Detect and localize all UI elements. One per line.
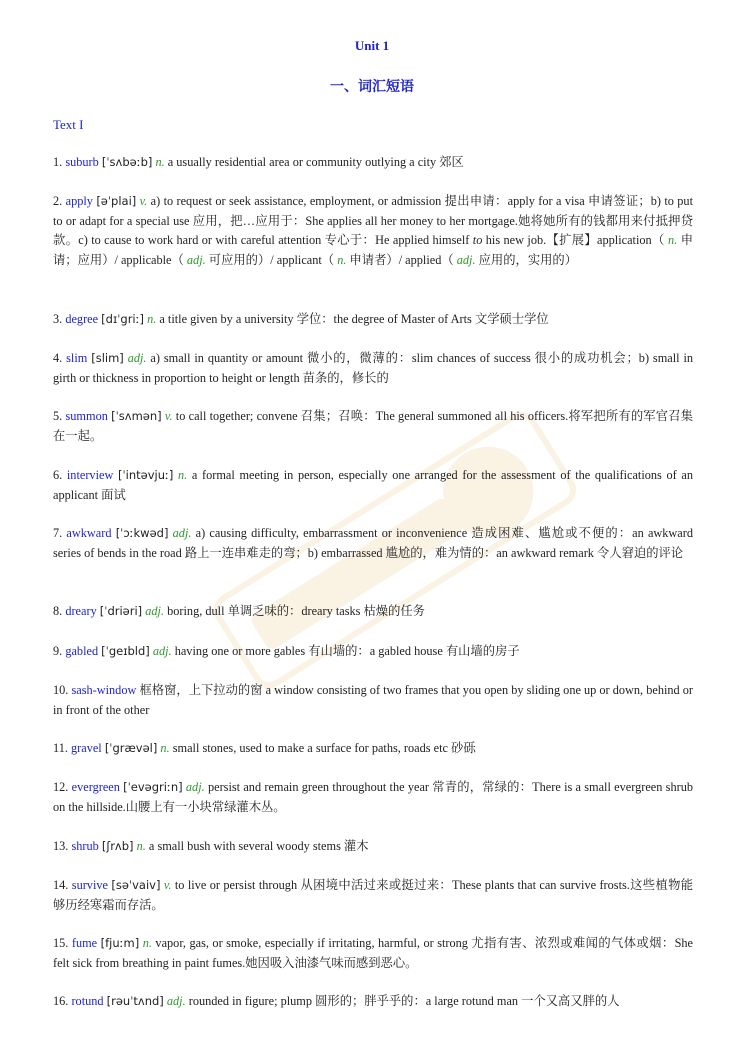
headword: rotund xyxy=(71,994,104,1008)
part-of-speech: v. xyxy=(139,194,148,208)
vocab-entry xyxy=(53,524,693,563)
headword: evergreen xyxy=(71,780,120,794)
entry-number: 2. xyxy=(53,194,63,208)
phonetic: [ˈintəvjuː] xyxy=(118,468,174,482)
headword: suburb xyxy=(65,155,99,169)
phonetic: [ˈevəgriːn] xyxy=(123,780,183,794)
vocab-entry xyxy=(53,837,693,857)
entry-number: 13. xyxy=(53,839,69,853)
headword: interview xyxy=(66,468,114,482)
vocab-entry xyxy=(53,153,693,173)
phonetic: [ˈgeɪbld] xyxy=(101,644,150,658)
part-of-speech: adj. xyxy=(456,252,476,267)
definition: small stones, used to make a surface for paths, roads etc 砂砾 xyxy=(172,741,476,755)
phonetic: [ˈdriəri] xyxy=(99,604,143,618)
definition: a small bush with several woody stems 灌木 xyxy=(148,839,369,853)
phonetic: [səˈvaiv] xyxy=(111,878,161,892)
vocab-entry xyxy=(53,992,693,1012)
definition: having one or more gables 有山墙的：a gabled house 有山墙的房子 xyxy=(174,644,520,658)
vocab-entry xyxy=(53,466,693,505)
phonetic: [ʃrʌb] xyxy=(101,839,134,853)
definition: 可应用的）/ applicant（ xyxy=(208,252,335,267)
section-title: 一、词汇短语 xyxy=(330,80,414,95)
definition: persist and remain green throughout the year 常青的，常绿的：There is a small evergreen shrub on the hillside.山腰上有一小块常绿灌木丛。 xyxy=(53,780,693,814)
entry-number: 6. xyxy=(53,468,63,482)
part-of-speech: adj. xyxy=(145,604,165,618)
part-of-speech: n. xyxy=(178,468,188,482)
definition: a) to request or seek assistance, employment, or admission 提出申请：apply for a visa 申请签证；b) to put to or adapt for a special use 应用，把…应用于：She applies all her money to her mortgage.她将她所有的钱都用来付抵押贷款。c) to cause to work hard or with careful attention 专心于：He applied himself xyxy=(53,194,693,247)
phonetic: [ˈsʌmən] xyxy=(111,409,162,423)
entry-number: 7. xyxy=(53,526,63,540)
part-of-speech: v. xyxy=(163,878,172,892)
definition: 应用的，实用的） xyxy=(478,252,578,267)
vocab-entry xyxy=(53,192,693,270)
definition: to call together; convene 召集；召唤：The general summoned all his officers.将军把所有的军官召集在一起。 xyxy=(53,409,694,443)
vocab-entry xyxy=(53,642,693,662)
vocab-entry xyxy=(53,778,693,817)
definition: his new job.【扩展】application（ xyxy=(485,233,665,247)
phonetic: [rəuˈtʌnd] xyxy=(106,994,164,1008)
phonetic: [əˈplai] xyxy=(96,194,137,208)
definition-italic: to xyxy=(472,233,483,247)
headword: fume xyxy=(71,936,98,950)
part-of-speech: n. xyxy=(136,839,146,853)
vocab-entry xyxy=(53,934,693,973)
headword: gabled xyxy=(65,644,99,658)
entry-number: 1. xyxy=(53,155,63,169)
part-of-speech: adj. xyxy=(172,526,192,540)
entry-number: 14. xyxy=(53,878,69,892)
part-of-speech: n. xyxy=(160,741,170,755)
entry-number: 3. xyxy=(53,312,63,326)
unit-title: Unit 1 xyxy=(354,38,390,53)
part-of-speech: adj. xyxy=(127,351,147,365)
phonetic: [slim] xyxy=(91,351,124,365)
entry-number: 16. xyxy=(53,994,69,1008)
phonetic: [fjuːm] xyxy=(100,936,140,950)
entry-number: 4. xyxy=(53,351,63,365)
vocab-entry xyxy=(53,739,693,759)
part-of-speech: n. xyxy=(337,252,347,267)
vocab-entry xyxy=(53,602,693,622)
entry-number: 15. xyxy=(53,936,69,950)
part-of-speech: n. xyxy=(142,936,152,950)
headword: awkward xyxy=(66,526,112,540)
headword: apply xyxy=(65,194,93,208)
phonetic: [ˈgrævəl] xyxy=(104,741,158,755)
phonetic: [ˈsʌbəːb] xyxy=(101,155,153,169)
part-of-speech: v. xyxy=(164,409,173,423)
vocab-entry xyxy=(53,876,693,915)
entry-number: 12. xyxy=(53,780,69,794)
entry-number: 8. xyxy=(53,604,63,618)
part-of-speech: n. xyxy=(155,155,165,169)
headword: shrub xyxy=(71,839,99,853)
definition: rounded in figure; plump 圆形的；胖乎乎的：a large rotund man 一个又高又胖的人 xyxy=(188,994,620,1008)
part-of-speech: n. xyxy=(147,312,157,326)
vocab-entry xyxy=(53,681,693,720)
headword: gravel xyxy=(71,741,102,755)
definition: a) causing difficulty, embarrassment or inconvenience 造成困难、尴尬或不便的：an awkward series of bends in the road 路上一连串难走的弯；b) embarrassed 尴尬的，难为情的：an awkward remark 令人窘迫的评论 xyxy=(53,526,694,560)
phonetic: [ˈɔːkwəd] xyxy=(115,526,169,540)
definition: boring, dull 单调乏味的：dreary tasks 枯燥的任务 xyxy=(167,604,425,618)
headword: sash-window xyxy=(71,683,137,697)
entry-number: 5. xyxy=(53,409,63,423)
entry-number: 10. xyxy=(53,683,69,697)
definition: a) small in quantity or amount 微小的，微薄的：slim chances of success 很小的成功机会；b) small in girth or thickness in proportion to height or length 苗条的，修长的 xyxy=(53,351,694,385)
part-of-speech: adj. xyxy=(166,994,186,1008)
part-of-speech: adj. xyxy=(185,780,205,794)
definition: 申请；应用）/ applicable（ xyxy=(53,233,693,267)
entry-number: 11. xyxy=(53,741,68,755)
vocab-entry xyxy=(53,310,693,330)
text-heading: Text I xyxy=(53,117,84,132)
headword: degree xyxy=(65,312,99,326)
part-of-speech: adj. xyxy=(186,252,206,267)
definition: a usually residential area or community outlying a city 郊区 xyxy=(167,155,464,169)
definition: 申请者）/ applied（ xyxy=(349,252,454,267)
headword: survive xyxy=(71,878,108,892)
definition: vapor, gas, or smoke, especially if irritating, harmful, or strong 尤指有害、浓烈或难闻的气体或烟：She felt sick from breathing in paint fumes.她因吸入油漆气味而感到恶心。 xyxy=(53,936,694,970)
entry-number: 9. xyxy=(53,644,63,658)
part-of-speech: adj. xyxy=(152,644,172,658)
definition: to live or persist through 从困境中活过来或挺过来：These plants that can survive frosts.这些植物能够历经寒霜而存活。 xyxy=(53,878,693,912)
headword: dreary xyxy=(65,604,97,618)
definition: a formal meeting in person, especially one arranged for the assessment of the qualifications of an applicant 面试 xyxy=(53,468,693,502)
vocab-entry xyxy=(53,407,693,446)
part-of-speech: n. xyxy=(668,233,678,247)
definition: a title given by a university 学位：the degree of Master of Arts 文学硕士学位 xyxy=(159,312,549,326)
vocab-entry xyxy=(53,349,693,388)
headword: slim xyxy=(66,351,88,365)
phonetic: [dɪˈgriː] xyxy=(101,312,144,326)
definition: 框格窗，上下拉动的窗 a window consisting of two frames that you open by sliding one up or down, behind or in front of the other xyxy=(53,683,694,717)
headword: summon xyxy=(65,409,108,423)
